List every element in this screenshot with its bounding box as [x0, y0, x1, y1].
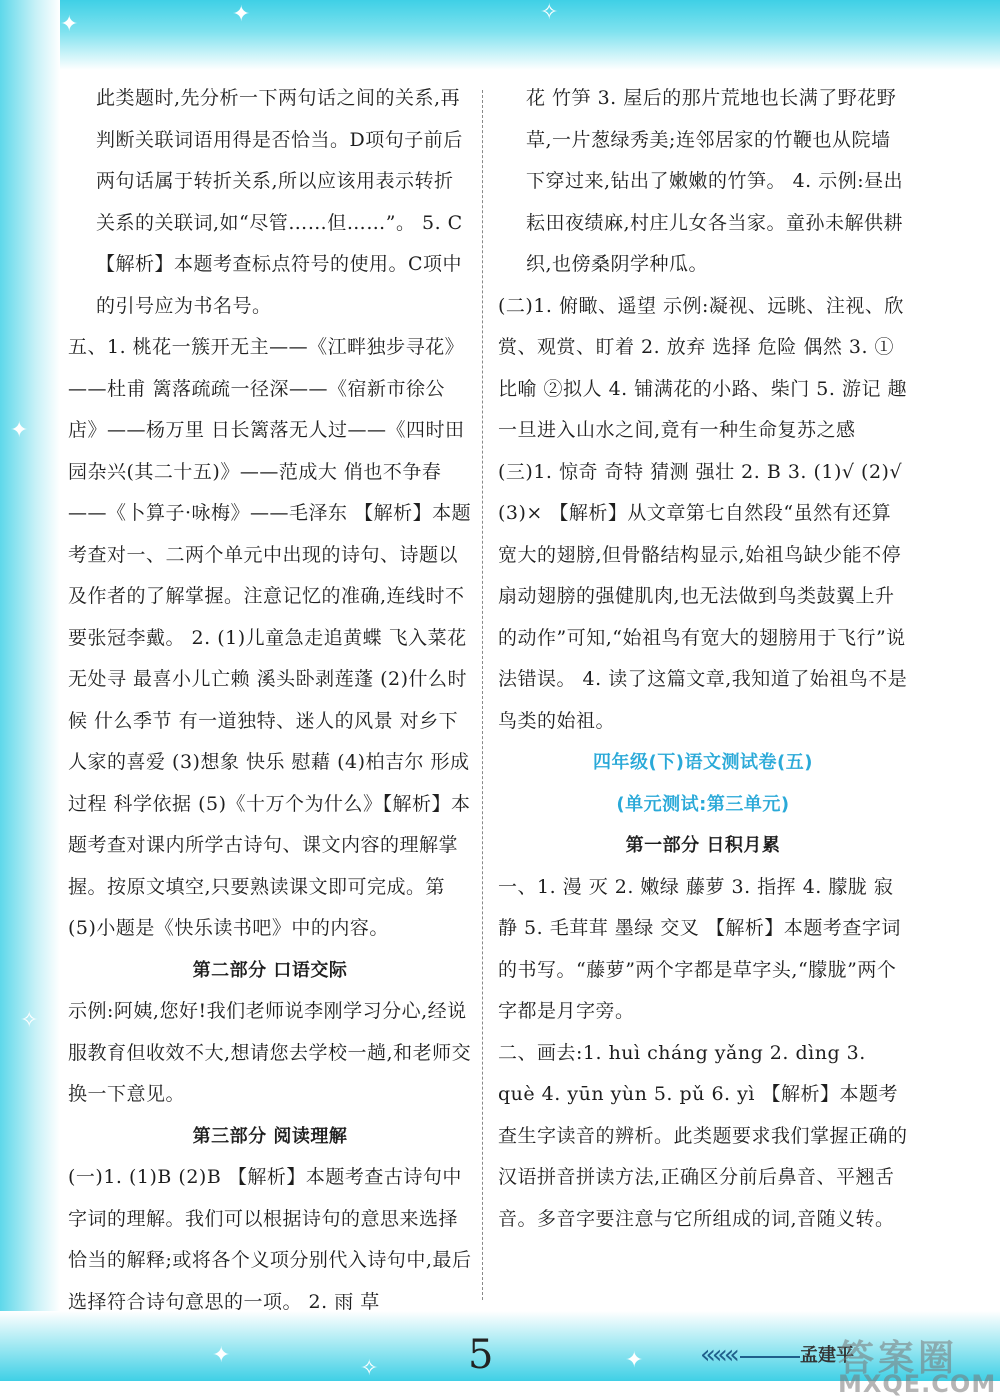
sparkle-icon: ✧ — [360, 1356, 379, 1381]
watermark-logo-text: 答案圈 — [838, 1338, 959, 1379]
sparkle-icon: ✦ — [625, 1348, 644, 1373]
left-decorative-band — [0, 0, 60, 1381]
brand-label: 孟建平 — [800, 1345, 854, 1366]
arrow-line — [740, 1356, 800, 1358]
sparkle-icon: ✦ — [232, 2, 251, 27]
right-column — [498, 78, 908, 1240]
answer-paragraph: 此类题时,先分析一下两句话之间的关系,再判断关联词语用得是否恰当。D项句子前后两句话属于转折关系,所以应该用表示转折关系的关联词,如“尽管……但……”。 5. C 【解析】本题考查标点符号的使用。C项中的引号应为书名号。 — [96, 87, 463, 317]
watermark — [838, 1330, 997, 1398]
sparkle-icon: ✦ — [60, 12, 79, 37]
answer-paragraph: 一、1. 漫 灭 2. 嫩绿 藤萝 3. 指挥 4. 朦胧 寂静 5. 毛茸茸 墨绿 交叉 【解析】本题考查字词的书写。“藤萝”两个字都是草字头,“朦胧”两个字都是月字旁。 — [498, 875, 901, 1022]
section-heading: 第二部分 口语交际 — [192, 959, 348, 981]
answer-paragraph: 花 竹笋 3. 屋后的那片荒地也长满了野花野草,一片葱绿秀美;连邻居家的竹鞭也从院墙下穿过来,钻出了嫩嫩的竹笋。 4. 示例:昼出耘田夜绩麻,村庄儿女各当家。童孙未解供耕织,也傍桑阴学种瓜。 — [526, 87, 904, 275]
answer-paragraph: 五、1. 桃花一簇开无主——《江畔独步寻花》——杜甫 篱落疏疏一径深——《宿新市徐公店》——杨万里 日长篱落无人过——《四时田园杂兴(其二十五)》——范成大 俏也不争春——《卜算子·咏梅》——毛泽东 【解析】本题考查对一、二两个单元中出现的诗句、诗题以及作者的了解掌握。注意记忆的准确,连线时不要张冠李戴。 2. (1)儿童急走追黄蝶 飞入菜花无处寻 最喜小儿亡赖 溪头卧剥莲蓬 (2)什么时候 什么季节 有一道独特、迷人的风景 对乡下人家的喜爱 (3)想象 快乐 慰藉 (4)柏吉尔 形成过程 科学依据 (5)《十万个为什么》【解析】本题考查对课内所学古诗句、课文内容的理解掌握。按原文填空,只要熟读课文即可完成。第(5)小题是《快乐读书吧》中的内容。 — [68, 336, 472, 939]
sparkle-icon: ✦ — [212, 1343, 231, 1368]
answer-paragraph: (二)1. 俯瞰、遥望 示例:凝视、远眺、注视、欣赏、观赏、盯着 2. 放弃 选择 危险 偶然 3. ①比喻 ②拟人 4. 铺满花的小路、柴门 5. 游记 趣 一旦进入山水之间,竟有一种生命复苏之感 — [498, 294, 907, 441]
answer-paragraph: (一)1. (1)B (2)B 【解析】本题考查古诗句中字词的理解。我们可以根据诗句的意思来选择恰当的解释;或将各个义项分别代入诗句中,最后选择符合诗句意思的一项。 2. 雨 草 — [68, 1166, 472, 1313]
answer-paragraph: 二、画去:1. huì cháng yǎng 2. dìng 3. què 4. yūn yùn 5. pǔ 6. yì 【解析】本题考查生字读音的辨析。此类题要求我们掌握正确的汉语拼音拼读方法,正确区分前后鼻音、平翘舌音。多音字要注意与它所组成的词,音随义转。 — [498, 1041, 908, 1230]
top-decorative-band — [0, 0, 1000, 70]
left-column — [68, 78, 472, 1323]
section-heading: 第三部分 阅读理解 — [192, 1125, 348, 1147]
arrow-icon: ««« — [700, 1340, 736, 1370]
page-number: 5 — [468, 1332, 494, 1378]
section-heading: 第一部分 日积月累 — [625, 835, 781, 856]
watermark-url: MXQE.COM — [838, 1370, 997, 1398]
answer-paragraph: (三)1. 惊奇 奇特 猜测 强壮 2. B 3. (1)√ (2)√ (3)× 【解析】从文章第七自然段“虽然有还算宽大的翅膀,但骨骼结构显示,始祖鸟缺少能不停扇动翅膀的强健肌肉,也无法做到鸟类鼓翼上升的动作”可知,“始祖鸟有宽大的翅膀用于飞行”说法错误。 4. 读了这篇文章,我知道了始祖鸟不是鸟类的始祖。 — [498, 460, 908, 732]
test-subtitle: (单元测试:第三单元) — [616, 793, 790, 815]
test-title: 四年级(下)语文测试卷(五) — [593, 752, 813, 773]
sparkle-icon: ✧ — [20, 1008, 39, 1033]
answer-paragraph: 示例:阿姨,您好!我们老师说李刚学习分心,经说服教育但收效不大,想请您去学校一趟,和老师交换一下意见。 — [68, 1000, 472, 1105]
sparkle-icon: ✦ — [10, 418, 29, 443]
sparkle-icon: ✧ — [540, 0, 559, 25]
column-divider — [482, 90, 483, 1300]
